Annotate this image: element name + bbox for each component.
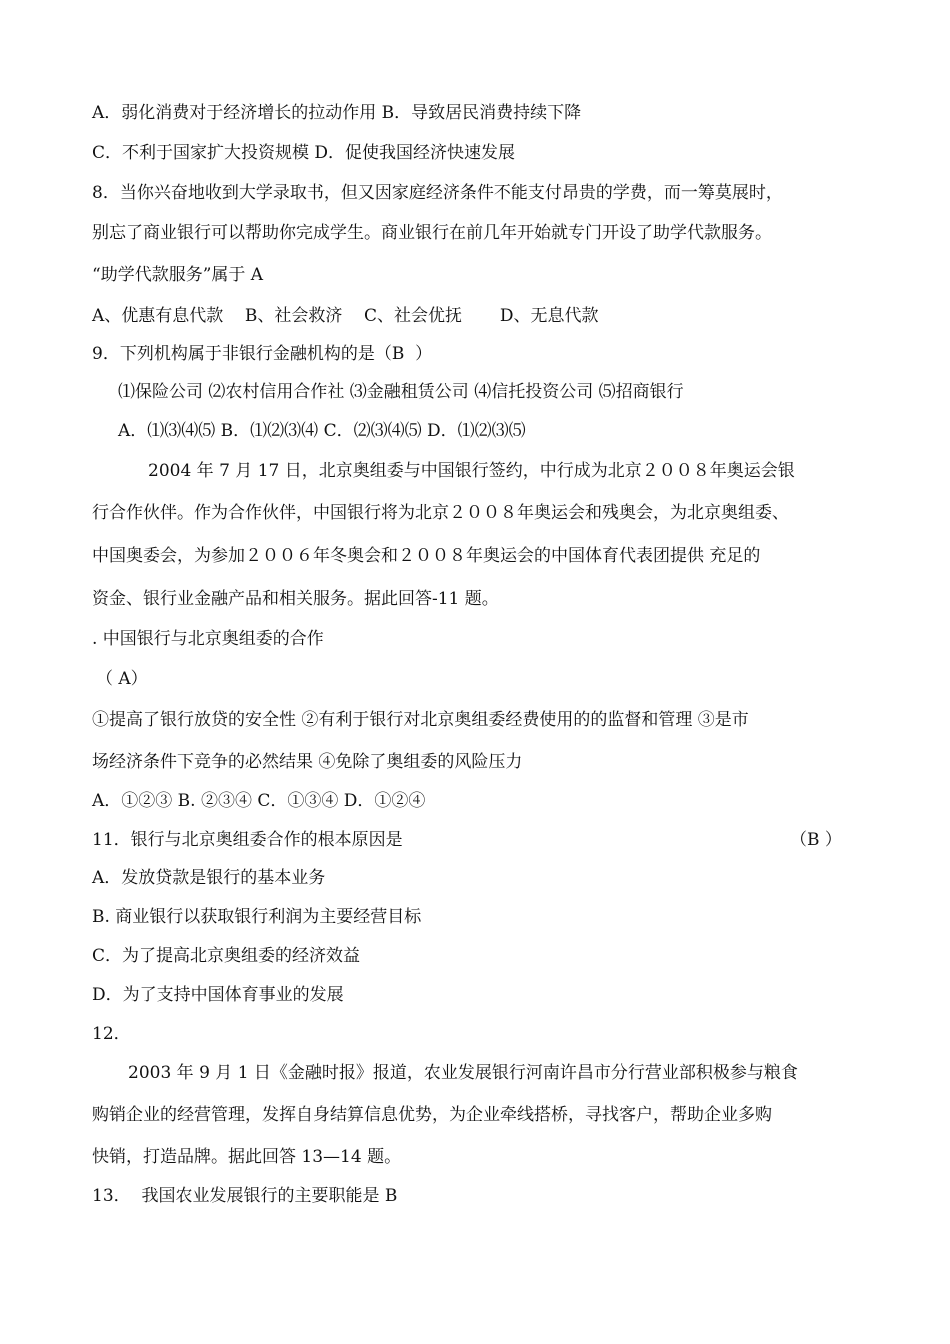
- text-line: A．发放贷款是银行的基本业务: [92, 868, 326, 888]
- text-line: 2003 年 9 月 1 日《金融时报》报道，农业发展银行河南许昌市分行营业部积极参与粮食: [128, 1063, 798, 1083]
- text-line: 快销，打造品牌。据此回答 13—14 题。: [92, 1147, 402, 1167]
- text-line: 11．银行与北京奥组委合作的根本原因是: [92, 830, 403, 850]
- text-line: 2004 年 7 月 17 日，北京奥组委与中国银行签约，中行成为北京２００８年奥运会银: [148, 461, 795, 481]
- text-line: 别忘了商业银行可以帮助你完成学生。商业银行在前几年开始就专门开设了助学代款服务。: [92, 223, 772, 243]
- text-line: 13． 我国农业发展银行的主要职能是 B: [92, 1186, 398, 1206]
- text-line: C．不利于国家扩大投资规模 D．促使我国经济快速发展: [92, 143, 516, 163]
- text-line: 场经济条件下竞争的必然结果 ④免除了奥组委的风险压力: [92, 752, 523, 772]
- text-line: “助学代款服务”属于 A: [92, 265, 264, 285]
- text-line: 中国奥委会，为参加２００６年冬奥会和２００８年奥运会的中国体育代表团提供 充足的: [92, 546, 761, 566]
- text-line: （ A）: [96, 669, 148, 689]
- text-line: 资金、银行业金融产品和相关服务。据此回答-11 题。: [92, 589, 499, 609]
- text-line: . 中国银行与北京奥组委的合作: [92, 629, 324, 649]
- text-line: C．为了提高北京奥组委的经济效益: [92, 946, 361, 966]
- text-line: 购销企业的经营管理，发挥自身结算信息优势，为企业牵线搭桥，寻找客户，帮助企业多购: [92, 1105, 772, 1125]
- text-line: B. 商业银行以获取银行利润为主要经营目标: [92, 907, 422, 927]
- text-line: 8．当你兴奋地收到大学录取书，但又因家庭经济条件不能支付昂贵的学费，而一筹莫展时，: [92, 183, 783, 203]
- answer-mark: （B ）: [790, 830, 842, 850]
- text-line: ①提高了银行放贷的安全性 ②有利于银行对北京奥组委经费使用的的监督和管理 ③是市: [92, 710, 749, 730]
- text-line: D．为了支持中国体育事业的发展: [92, 985, 344, 1005]
- text-line: 行合作伙伴。作为合作伙伴，中国银行将为北京２００８年奥运会和残奥会，为北京奥组委、: [92, 503, 789, 523]
- text-line: 9．下列机构属于非银行金融机构的是（B ）: [92, 344, 433, 364]
- text-line: A．①②③ B. ②③④ C．①③④ D．①②④: [92, 791, 426, 811]
- text-line: A．⑴⑶⑷⑸ B．⑴⑵⑶⑷ C．⑵⑶⑷⑸ D．⑴⑵⑶⑸: [118, 421, 526, 441]
- text-line: A、优惠有息代款 B、社会救济 C、社会优抚 D、无息代款: [92, 306, 599, 326]
- text-line: 12．: [92, 1024, 131, 1044]
- text-line: A．弱化消费对于经济增长的拉动作用 B．导致居民消费持续下降: [92, 103, 582, 123]
- text-line: ⑴保险公司 ⑵农村信用合作社 ⑶金融租赁公司 ⑷信托投资公司 ⑸招商银行: [118, 382, 684, 402]
